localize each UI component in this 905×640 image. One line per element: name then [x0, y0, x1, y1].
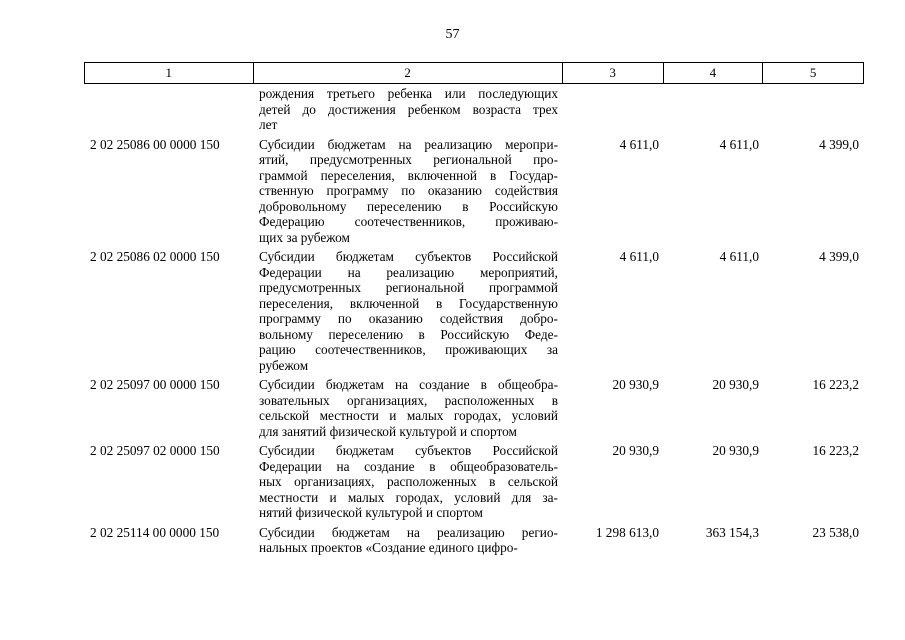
- description-line: ственную программу по оказанию содействия: [259, 183, 558, 198]
- description-line: нальных проектов «Создание единого цифро-: [259, 540, 518, 555]
- budget-code-cell: 2 02 25097 00 0000 150: [90, 377, 220, 392]
- amount-cell-column-3: 4 611,0: [619, 249, 659, 264]
- description-line: ных организациях, расположенных в сельской: [259, 474, 558, 489]
- table-row: [84, 249, 864, 373]
- budget-code-cell: 2 02 25086 02 0000 150: [90, 249, 220, 264]
- table-row: [84, 377, 864, 439]
- page-number: 57: [445, 27, 460, 42]
- amount-cell-column-4: 363 154,3: [705, 524, 759, 540]
- amount-cell-column-5: 16 223,2: [812, 443, 859, 458]
- description-line: Федерации на создание в общеобразователь-: [259, 458, 558, 474]
- amount-cell-column-5: 4 399,0: [819, 249, 859, 264]
- description-line: местности и малых городах, условий для за-: [259, 489, 558, 505]
- description-line: ятий, предусмотренных региональной про-: [259, 152, 558, 167]
- table-row: [84, 86, 864, 133]
- description-line: рацию соотечественников, проживающих за: [259, 342, 558, 357]
- description-line: зовательных организациях, расположенных в: [259, 392, 558, 408]
- description-cell: [253, 137, 563, 246]
- description-cell: [253, 86, 563, 133]
- budget-code-cell: 2 02 25114 00 0000 150: [90, 524, 220, 540]
- description-cell: [253, 525, 563, 556]
- table-body: [84, 86, 864, 560]
- description-line: Федерацию соотечественников, проживаю-: [259, 214, 558, 229]
- description-line: программу по оказанию содействия добро-: [259, 311, 558, 326]
- description-line: сельской местности и малых городах, условий: [259, 408, 558, 423]
- description-cell: [253, 377, 563, 439]
- description-line: нятий физической культурой и спортом: [259, 505, 483, 520]
- description-line: предусмотренных региональной программой: [259, 280, 558, 295]
- amount-cell-column-3: 1 298 613,0: [595, 524, 659, 540]
- description-line: Субсидии бюджетам на создание в общеобра-: [259, 377, 558, 392]
- amount-cell-column-4: 4 611,0: [719, 136, 759, 152]
- description-line: Федерации на реализацию мероприятий,: [259, 264, 558, 280]
- column-header-4: 4: [664, 63, 764, 83]
- amount-cell-column-5: 23 538,0: [812, 524, 859, 540]
- description-cell: [253, 249, 563, 373]
- amount-cell-column-4: 20 930,9: [712, 443, 759, 458]
- table-header-row: [84, 62, 864, 84]
- description-line: рождения третьего ребенка или последующих: [259, 86, 558, 101]
- column-header-2: 2: [254, 63, 563, 83]
- amount-cell-column-5: 16 223,2: [812, 377, 859, 392]
- amount-cell-column-4: [664, 86, 764, 133]
- amount-cell-column-3: 20 930,9: [612, 377, 659, 392]
- column-header-3: 3: [563, 63, 664, 83]
- description-line: рубежом: [259, 357, 309, 373]
- amount-cell-column-4: 20 930,9: [712, 377, 759, 392]
- description-line: переселения, включенной в Государственную: [259, 295, 558, 311]
- table-row: [84, 137, 864, 246]
- description-line: щих за рубежом: [259, 229, 350, 245]
- description-line: вольному переселению в Российскую Феде-: [259, 326, 558, 342]
- description-line: граммой переселения, включенной в Государ-: [259, 167, 558, 183]
- column-header-5: 5: [809, 65, 817, 80]
- description-line: для занятий физической культурой и спортом: [259, 423, 517, 439]
- budget-code-cell: 2 02 25086 00 0000 150: [90, 136, 220, 152]
- description-line: лет: [259, 117, 278, 132]
- description-line: детей до достижения ребенком возраста трех: [259, 101, 558, 117]
- description-line: Субсидии бюджетам на реализацию меропри-: [259, 136, 558, 152]
- table-row: [84, 443, 864, 521]
- description-line: Субсидии бюджетам на реализацию регио-: [259, 524, 558, 540]
- amount-cell-column-5: [764, 86, 864, 133]
- description-line: добровольному переселению в Российскую: [259, 198, 558, 214]
- amount-cell-column-3: [563, 86, 664, 133]
- column-header-1: 1: [85, 63, 254, 83]
- table-row: [84, 525, 864, 556]
- amount-cell-column-3: 4 611,0: [619, 136, 659, 152]
- description-line: Субсидии бюджетам субъектов Российской: [259, 249, 558, 264]
- budget-code-cell: 2 02 25097 02 0000 150: [90, 443, 220, 458]
- description-line: Субсидии бюджетам субъектов Российской: [259, 443, 558, 458]
- description-cell: [253, 443, 563, 521]
- budget-code-cell: [84, 86, 253, 133]
- amount-cell-column-5: 4 399,0: [819, 136, 859, 152]
- amount-cell-column-3: 20 930,9: [612, 443, 659, 458]
- amount-cell-column-4: 4 611,0: [719, 249, 759, 264]
